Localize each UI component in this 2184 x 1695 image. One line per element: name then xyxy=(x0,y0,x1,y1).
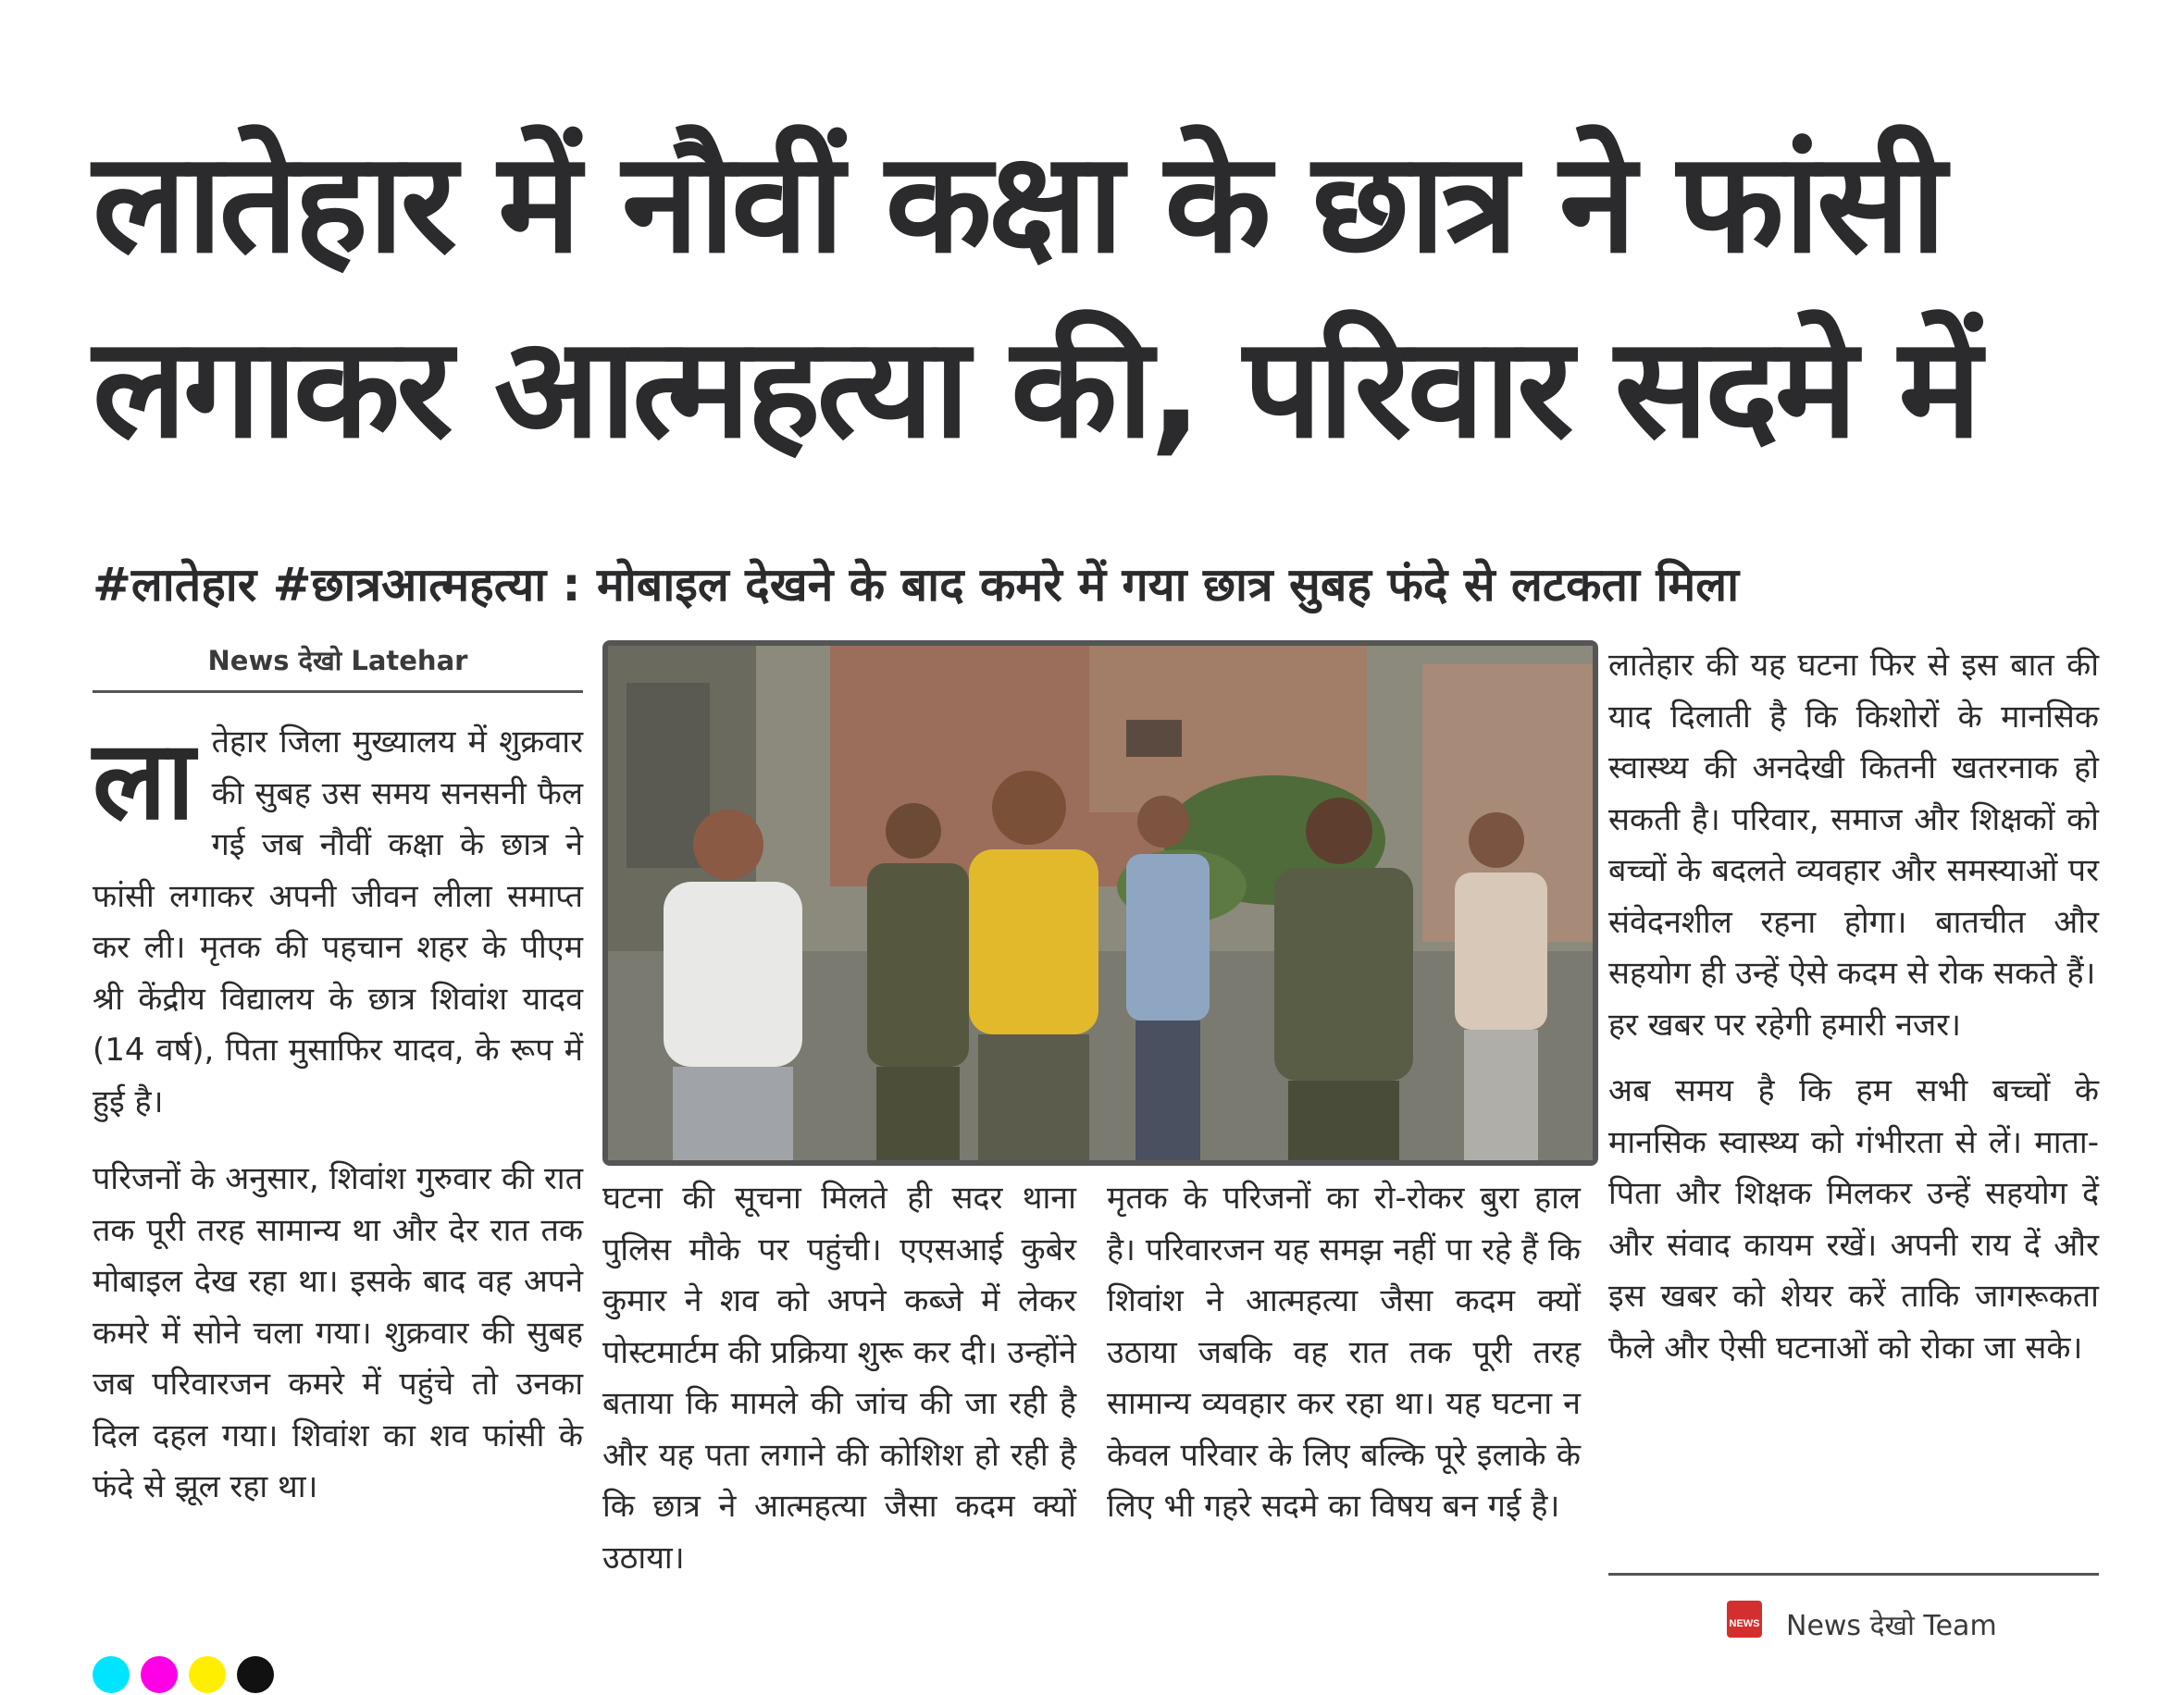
footer-team-credit: News देखो Team xyxy=(1786,1610,1997,1642)
article-column-3: मृतक के परिजनों का रो-रोकर बुरा हाल है। परिवारजन यह समझ नहीं पा रहे हैं कि शिवांश ने आत्महत्या जैसा कदम क्यों उठाया जबकि वह रात तक पूरी तरह सामान्य व्यवहार कर रहा था। यह घटना न केवल परिवार के लिए बल्कि पूरे इलाके के लिए भी गहरे सदमे का विषय बन गई है। xyxy=(1107,1180,1581,1525)
byline-rule xyxy=(93,690,583,693)
cyan-registration-dot xyxy=(93,1656,130,1693)
photo-scene-illustration xyxy=(608,646,1593,1160)
subheadline: #लातेहार #छात्रआत्महत्या : मोबाइल देखने के बाद कमरे में गया छात्र सुबह फंदे से लटकता मिला xyxy=(93,558,1740,612)
magenta-registration-dot xyxy=(141,1656,178,1693)
article-column-2: घटना की सूचना मिलते ही सदर थाना पुलिस मौके पर पहुंची। एएसआई कुबेर कुमार ने शव को अपने कब्जे में लेकर पोस्टमार्टम की प्रक्रिया शुरू कर दी। उन्होंने बताया कि मामले की जांच की जा रही है और यह पता लगाने की कोशिश हो रही है कि छात्र ने आत्महत्या जैसा कदम क्यों उठाया। xyxy=(602,1180,1076,1577)
article-paragraph: लातेहार की यह घटना फिर से इस बात की याद दिलाती है कि किशोरों के मानसिक स्वास्थ्य की अनदेखी कितनी खतरनाक हो सकती है। परिवार, समाज और शिक्षकों को बच्चों के बदलते व्यवहार और समस्याओं पर संवेदनशील रहना होगा। बातचीत और सहयोग ही उन्हें ऐसे कदम से रोक सकते हैं। xyxy=(1608,647,2099,992)
yellow-registration-dot xyxy=(189,1656,226,1693)
footer-rule xyxy=(1608,1573,2099,1576)
black-registration-dot xyxy=(237,1656,274,1693)
article-column-1 xyxy=(93,717,583,1514)
article-paragraph-lead: लातेहार जिला मुख्यालय में शुक्रवार की सुबह उस समय सनसनी फैल गई जब नौवीं कक्षा के छात्र ने फांसी लगाकर अपनी जीवन लीला समाप्त कर ली। मृतक की पहचान शहर के पीएम श्री केंद्रीय विद्यालय के छात्र शिवांश यादव (14 वर्ष), पिता मुसाफिर यादव, के रूप में हुई है। xyxy=(93,716,583,1120)
byline: News देखो Latehar xyxy=(207,645,468,676)
svg-text:NEWS: NEWS xyxy=(1729,1618,1760,1629)
headline-line-1: लातेहार में नौवीं कक्षा के छात्र ने फांसी xyxy=(93,123,1943,284)
article-column-4 xyxy=(1608,640,2099,1374)
article-paragraph: हर खबर पर रहेगी हमारी नजर। xyxy=(1608,1006,1962,1044)
article-paragraph: परिजनों के अनुसार, शिवांश गुरुवार की रात तक पूरी तरह सामान्य था और देर रात तक मोबाइल देख रहा था। इसके बाद वह अपने कमरे में सोने चला गया। शुक्रवार की सुबह जब परिवारजन कमरे में पहुंचे तो उनका दिल दहल गया। शिवांश का शव फांसी के फंदे से झूल रहा था। xyxy=(93,1160,583,1505)
headline xyxy=(93,111,2147,481)
drop-cap: ला xyxy=(93,716,195,844)
headline-line-2: लगाकर आत्महत्या की, परिवार सदमे में xyxy=(93,308,1979,469)
news-dekho-logo xyxy=(1727,1601,1762,1638)
news-photo xyxy=(602,640,1598,1166)
article-paragraph: अब समय है कि हम सभी बच्चों के मानसिक स्वास्थ्य को गंभीरता से लें। माता-पिता और शिक्षक मिलकर उन्हें सहयोग दें और संवाद कायम रखें। अपनी राय दें और इस खबर को शेयर करें ताकि जागरूकता फैले और ऐसी घटनाओं को रोका जा सके। xyxy=(1608,1072,2099,1367)
